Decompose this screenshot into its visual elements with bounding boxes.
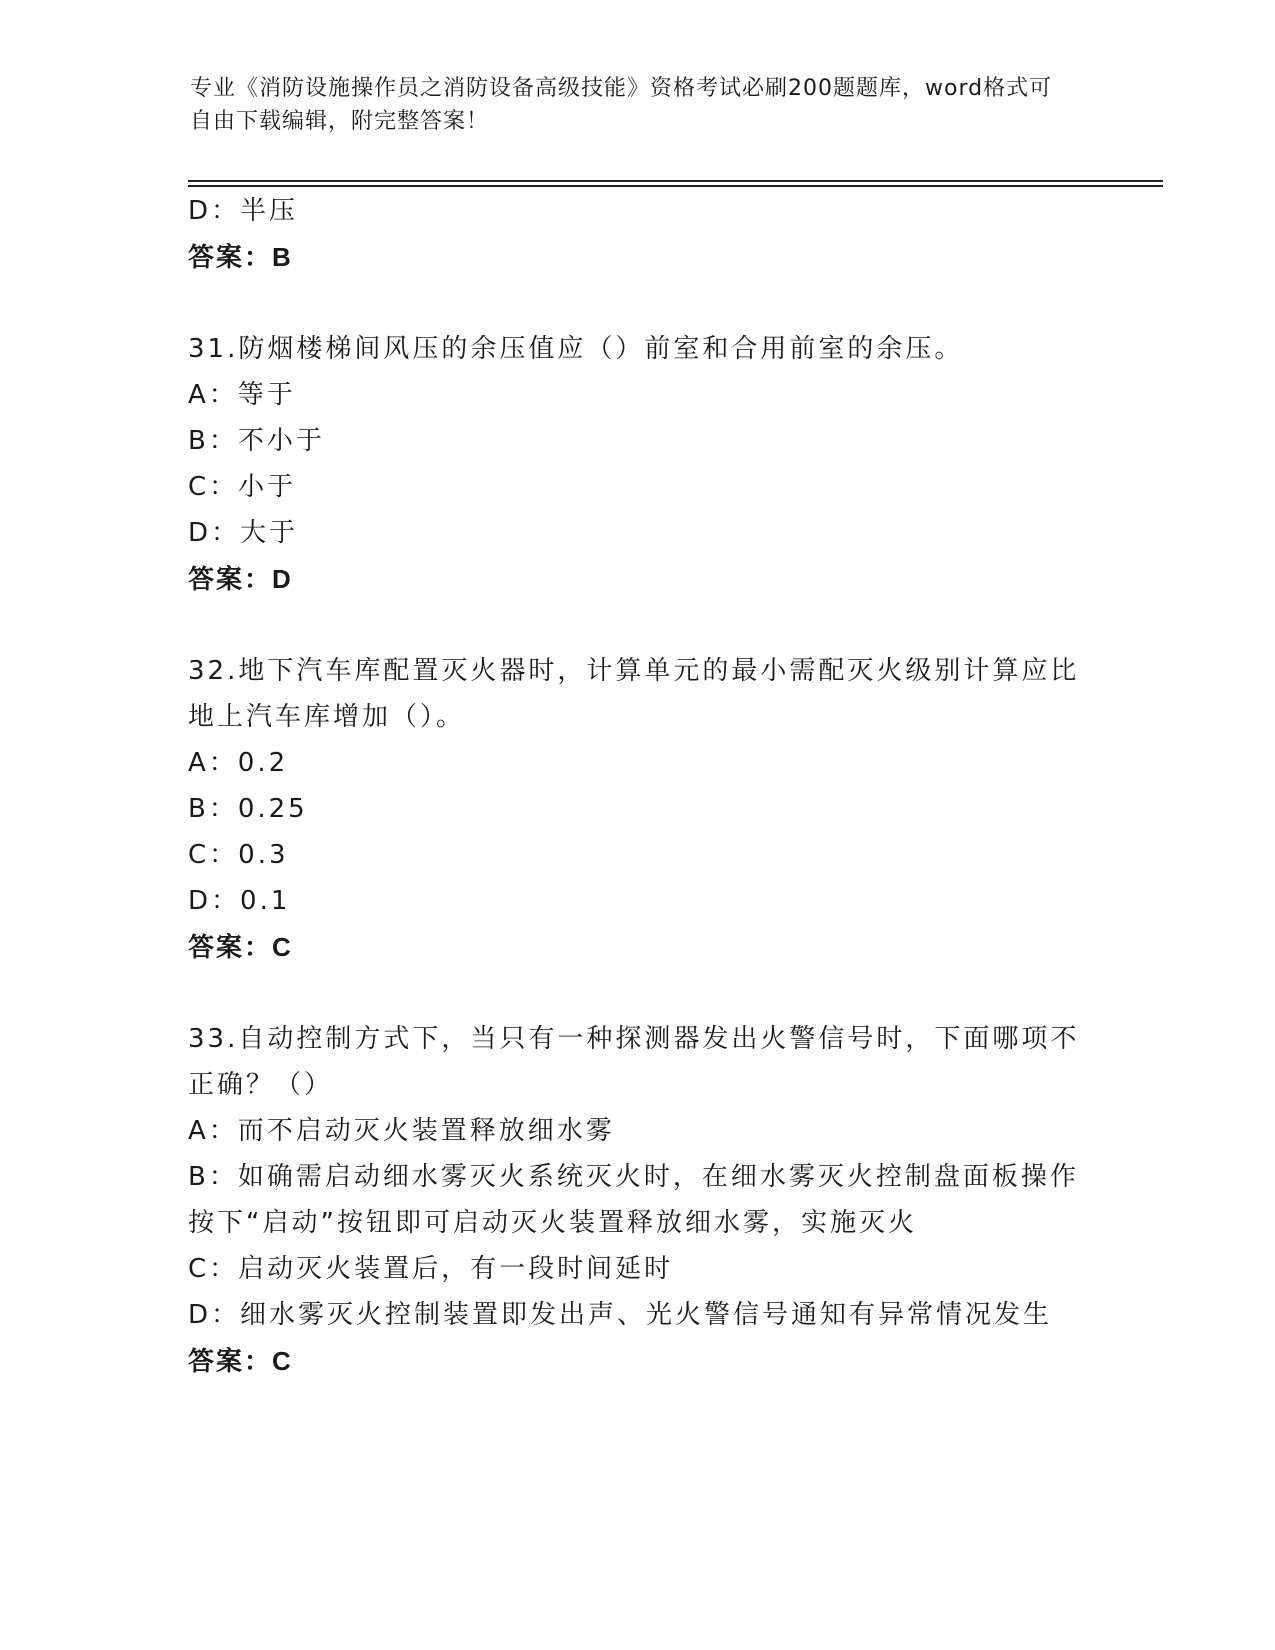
question-content — [188, 188, 1088, 1384]
option-c: C：启动灭火装置后，有一段时间延时 — [188, 1254, 674, 1284]
question-block — [188, 326, 1088, 602]
answer: 答案：D — [188, 564, 293, 594]
option-d: D：0.1 — [188, 886, 291, 916]
option-b: B：不小于 — [188, 426, 325, 456]
question-stem: 33.自动控制方式下，当只有一种探测器发出火警信号时，下面哪项不正确？（） — [188, 1024, 1080, 1100]
option-c: C：0.3 — [188, 840, 289, 870]
header-rule-top — [188, 180, 1163, 182]
spacer — [188, 602, 1088, 648]
spacer — [188, 970, 1088, 1016]
option-a: A：而不启动灭火装置释放细水雾 — [188, 1116, 615, 1146]
header-rule-bottom — [188, 185, 1163, 187]
question-stem: 32.地下汽车库配置灭火器时，计算单元的最小需配灭火级别计算应比地上汽车库增加（）。 — [188, 656, 1080, 732]
option-b: B：如确需启动细水雾灭火系统灭火时，在细水雾灭火控制盘面板操作按下“启动”按钮即可启动灭火装置释放细水雾，实施灭火 — [188, 1162, 1079, 1238]
prev-answer: 答案：B — [188, 242, 293, 272]
answer: 答案：C — [188, 932, 293, 962]
question-block — [188, 648, 1088, 970]
prev-option-d: D：半压 — [188, 196, 299, 226]
question-block — [188, 1016, 1088, 1384]
page-header: 专业《消防设施操作员之消防设备高级技能》资格考试必刷200题题库，word格式可自由下载编辑，附完整答案！ — [190, 76, 1053, 134]
question-stem: 31.防烟楼梯间风压的余压值应（）前室和合用前室的余压。 — [188, 334, 964, 364]
option-a: A：等于 — [188, 380, 296, 410]
option-c: C：小于 — [188, 472, 297, 502]
option-b: B：0.25 — [188, 794, 308, 824]
answer: 答案：C — [188, 1346, 293, 1376]
option-d: D：大于 — [188, 518, 299, 548]
option-a: A：0.2 — [188, 748, 289, 778]
option-d: D：细水雾灭火控制装置即发出声、光火警信号通知有异常情况发生 — [188, 1300, 1053, 1330]
spacer — [188, 280, 1088, 326]
